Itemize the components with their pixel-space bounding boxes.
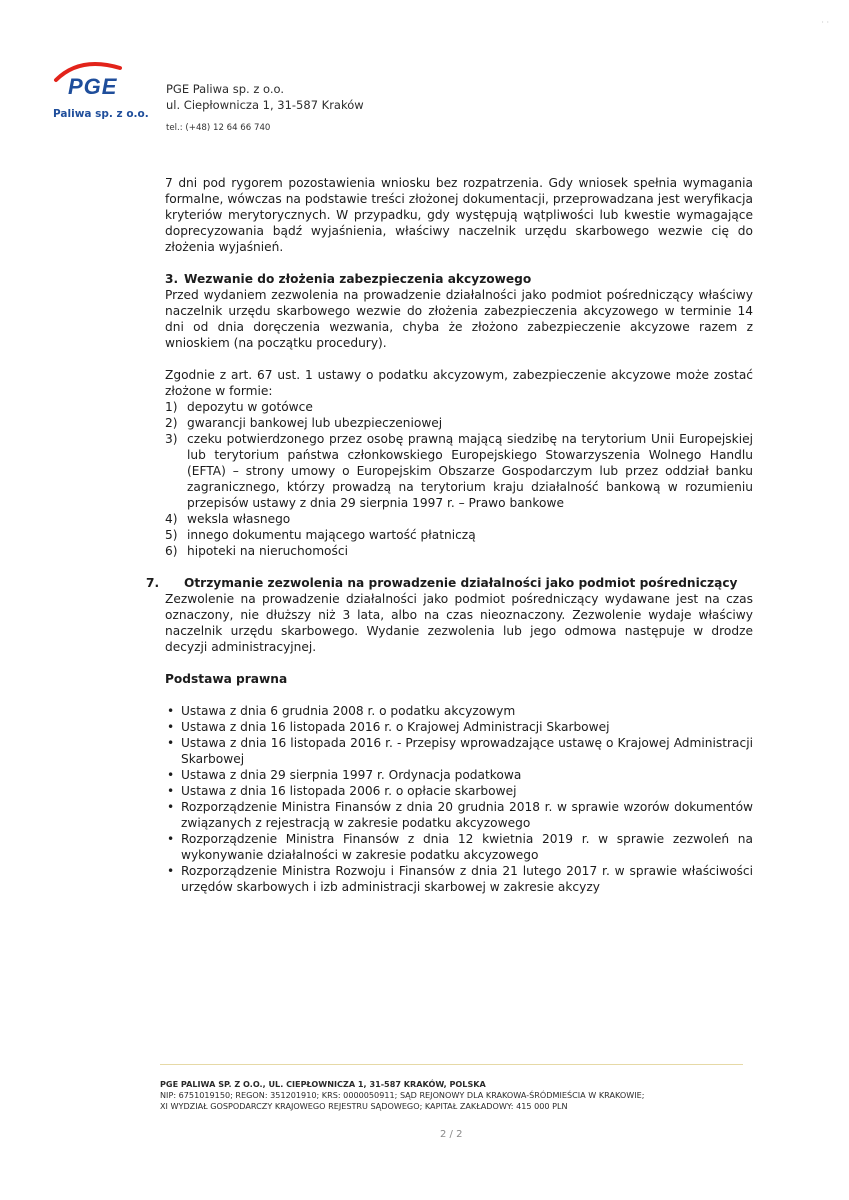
footer-divider xyxy=(160,1064,743,1065)
forms-intro: Zgodnie z art. 67 ust. 1 ustawy o podatku akcyzowym, zabezpieczenie akcyzowe może zostać złożone w formie: xyxy=(165,368,753,398)
section-7-number: 7. xyxy=(146,576,160,590)
logo-subtitle: Paliwa sp. z o.o. xyxy=(53,108,149,120)
logo-text: PGE xyxy=(68,74,118,99)
section-7-paragraph: Zezwolenie na prowadzenie działalności jako podmiot pośredniczący wydawane jest na czas oznaczony, nie dłuższy niż 3 lata, albo na czas nieoznaczony. Zezwolenie wydaje właściwy naczelnik urzędu skarbowego. Wydanie zezwolenia lub jego odmowa następuje w drodze decyzji administracyjnej. xyxy=(165,592,753,654)
intro-paragraph: 7 dni pod rygorem pozostawienia wniosku bez rozpatrzenia. Gdy wniosek spełnia wymagania formalne, wówczas na podstawie treści złożonej dokumentacji, przeprowadzana jest weryfikacja kryteriów merytorycznych. W przypadku, gdy występują wątpliwości lub kwestie wymagające doprecyzowania bądź wyjaśnienia, właściwy naczelnik urzędu skarbowego wezwie cię do złożenia wyjaśnień. xyxy=(165,176,753,254)
pge-logo xyxy=(50,58,149,128)
list-item: 5) innego dokumentu mającego wartość płatniczą xyxy=(165,528,476,542)
company-address: ul. Ciepłownicza 1, 31-587 Kraków xyxy=(166,98,364,112)
footer-line-3: XI WYDZIAŁ GOSPODARCZY KRAJOWEGO REJESTRU SĄDOWEGO; KAPITAŁ ZAKŁADOWY: 415 000 PLN xyxy=(160,1101,568,1111)
page-number: 2 / 2 xyxy=(440,1129,463,1140)
document-body xyxy=(146,175,753,895)
list-item: • Ustawa z dnia 29 sierpnia 1997 r. Ordynacja podatkowa xyxy=(167,768,522,782)
list-item: 1) depozytu w gotówce xyxy=(165,400,313,414)
list-item: 6) hipoteki na nieruchomości xyxy=(165,544,348,558)
footer xyxy=(160,1079,760,1112)
list-item: 2) gwarancji bankowej lub ubezpieczeniowej xyxy=(165,416,443,430)
footer-line-1: PGE PALIWA SP. Z O.O., UL. CIEPŁOWNICZA 1, 31-587 KRAKÓW, POLSKA xyxy=(160,1079,486,1089)
forms-list xyxy=(165,399,753,559)
section-3-heading xyxy=(165,271,753,287)
section-3-paragraph: Przed wydaniem zezwolenia na prowadzenie działalności jako podmiot pośredniczący właściwy naczelnik urzędu skarbowego wezwie do złożenia zabezpieczenia akcyzowego w terminie 14 dni od dnia doręczenia wezwania, chyba że złożono zabezpieczenie akcyzowe razem z wnioskiem (na początku procedury). xyxy=(165,288,753,350)
section-3-title: Wezwanie do złożenia zabezpieczenia akcyzowego xyxy=(184,272,532,286)
section-3-number: 3. xyxy=(165,272,179,286)
company-header xyxy=(166,81,364,113)
list-item: • Rozporządzenie Ministra Rozwoju i Finansów z dnia 21 lutego 2017 r. w sprawie właściwości urzędów skarbowych i izb administracji skarbowej w zakresie akcyzy xyxy=(167,864,753,894)
list-item: • Rozporządzenie Ministra Finansów z dnia 12 kwietnia 2019 r. w sprawie zezwoleń na wykonywanie działalności w zakresie podatku akcyzowego xyxy=(167,832,753,862)
footer-line-2: NIP: 6751019150; REGON: 351201910; KRS: 0000050911; SĄD REJONOWY DLA KRAKOWA-ŚRÓDMIEŚCIA W KRAKOWIE; xyxy=(160,1090,645,1100)
section-7-heading xyxy=(146,575,753,591)
list-item: • Ustawa z dnia 6 grudnia 2008 r. o podatku akcyzowym xyxy=(167,704,516,718)
list-item: 3) czeku potwierdzonego przez osobę prawną mającą siedzibę na terytorium Unii Europejskiej lub terytorium państwa członkowskiego Europejskiego Stowarzyszenia Wolnego Handlu (EFTA) – strony umowy o Europejskim Obszarze Gospodarczym lub przez oddział banku zagranicznego, którzy prowadzą na terytorium kraju działalność bankową w rozumieniu przepisów ustawy z dnia 29 sierpnia 1997 r. – Prawo bankowe xyxy=(165,432,753,510)
company-name: PGE Paliwa sp. z o.o. xyxy=(166,82,285,96)
list-item: 4) weksla własnego xyxy=(165,512,291,526)
section-7-title: Otrzymanie zezwolenia na prowadzenie działalności jako podmiot pośredniczący xyxy=(184,576,738,590)
legal-basis-list xyxy=(165,703,753,895)
legal-basis-heading: Podstawa prawna xyxy=(165,672,288,686)
list-item: • Rozporządzenie Ministra Finansów z dnia 20 grudnia 2018 r. w sprawie wzorów dokumentów związanych z rejestracją w zakresie podatku akcyzowego xyxy=(167,800,753,830)
scan-artifact: · · xyxy=(821,18,829,27)
list-item: • Ustawa z dnia 16 listopada 2016 r. o Krajowej Administracji Skarbowej xyxy=(167,720,610,734)
list-item: • Ustawa z dnia 16 listopada 2016 r. - Przepisy wprowadzające ustawę o Krajowej Administracji Skarbowej xyxy=(167,736,753,766)
list-item: • Ustawa z dnia 16 listopada 2006 r. o opłacie skarbowej xyxy=(167,784,517,798)
company-phone: tel.: (+48) 12 64 66 740 xyxy=(166,123,271,133)
